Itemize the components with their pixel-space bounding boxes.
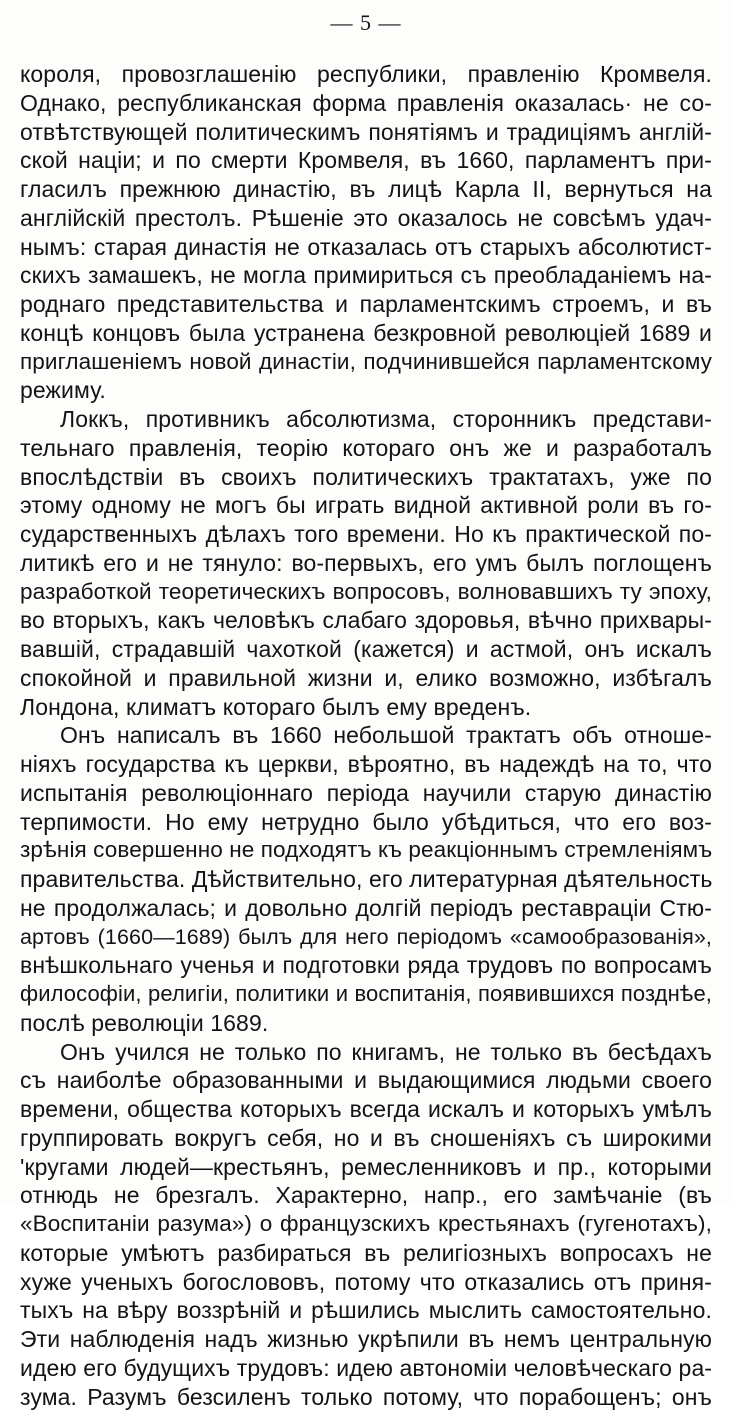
- text-line: тельнаго правленія, теорію котораго онъ же и разработалъ: [20, 434, 712, 463]
- text-line: этому одному не могъ бы играть видной активной роли въ го-: [20, 491, 712, 520]
- text-line: отнюдь не брезгалъ. Характерно, напр., его замѣчаніе (въ: [20, 1181, 712, 1210]
- text-line: терпимости. Но ему нетрудно было убѣдиться, что его воз-: [20, 808, 712, 837]
- text-line: Однако, республиканская форма правленія оказалась· не со-: [20, 89, 712, 118]
- text-line: короля, провозглашенію республики, правленію Кромвеля.: [20, 60, 712, 89]
- text-line: литикѣ его и не тянуло: во-первыхъ, его умъ былъ поглощенъ: [20, 549, 712, 578]
- text-line: концѣ концовъ была устранена безкровной революціей 1689 и: [20, 319, 712, 348]
- page-number: — 5 —: [0, 10, 732, 36]
- text-line: вавшій, страдавшій чахоткой (кажется) и астмой, онъ искалъ: [20, 635, 712, 664]
- text-line: 'кругами людей—крестьянъ, ремесленниковъ и пр., которыми: [20, 1153, 712, 1182]
- paragraph-start: Локкъ, противникъ абсолютизма, сторонникъ представи-: [20, 405, 712, 434]
- text-line: внѣшкольнаго ученья и подготовки ряда трудовъ по вопросамъ: [20, 951, 712, 980]
- text-line: съ наиболѣе образованными и выдающимися людьми своего: [20, 1066, 712, 1095]
- text-line: философіи, религіи, политики и воспитанія, появившихся позднѣе,: [20, 980, 712, 1009]
- text-line: режиму.: [20, 376, 712, 405]
- text-line: англійскій престолъ. Рѣшеніе это оказалось не совсѣмъ удач-: [20, 204, 712, 233]
- text-line: отвѣтствующей политическимъ понятіямъ и традиціямъ англій-: [20, 118, 712, 147]
- text-line: испытанія революціоннаго періода научили старую династію: [20, 779, 712, 808]
- text-line: ской націи; и по смерти Кромвеля, въ 1660, парламентъ при-: [20, 146, 712, 175]
- text-line: зрѣнія совершенно не подходятъ къ реакціоннымъ стремленіямъ: [20, 836, 712, 865]
- text-line: гласилъ прежнюю династію, въ лицѣ Карла II, вернуться на: [20, 175, 712, 204]
- text-line: сударственныхъ дѣлахъ того времени. Но къ практической по-: [20, 520, 712, 549]
- text-line: ніяхъ государства къ церкви, вѣроятно, въ надеждѣ на то, что: [20, 750, 712, 779]
- text-line: впослѣдствіи въ своихъ политическихъ трактатахъ, уже по: [20, 463, 712, 492]
- text-line: хуже ученыхъ богослововъ, потому что отказались отъ приня-: [20, 1268, 712, 1297]
- text-line: скихъ замашекъ, не могла примириться съ преобладаніемъ на-: [20, 261, 712, 290]
- text-line: которые умѣютъ разбираться въ религіозныхъ вопросахъ не: [20, 1239, 712, 1268]
- text-line: идею его будущихъ трудовъ: идею автономіи человѣческаго ра-: [20, 1354, 712, 1383]
- text-line: разработкой теоретическихъ вопросовъ, волновавшихъ ту эпоху,: [20, 578, 712, 607]
- text-line: группировать вокругъ себя, но и въ сношеніяхъ съ широкими: [20, 1124, 712, 1153]
- body-text: [20, 60, 712, 1411]
- text-line: роднаго представительства и парламентскимъ строемъ, и въ: [20, 290, 712, 319]
- text-line: не продолжалась; и довольно долгій періодъ реставраціи Стю-: [20, 894, 712, 923]
- text-line: тыхъ на вѣру воззрѣній и рѣшились мыслить самостоятельно.: [20, 1296, 712, 1325]
- text-line: Эти наблюденія надъ жизнью укрѣпили въ немъ центральную: [20, 1325, 712, 1354]
- paragraph-start: Онъ написалъ въ 1660 небольшой трактатъ объ отноше-: [20, 721, 712, 750]
- text-line: «Воспитаніи разума») о французскихъ крестьянахъ (гугенотахъ),: [20, 1210, 712, 1239]
- text-line: зума. Разумъ безсиленъ только потому, что порабощенъ; онъ: [20, 1383, 712, 1411]
- text-line: артовъ (1660—1689) былъ для него періодомъ «самообразованія»,: [20, 923, 712, 952]
- text-line: спокойной и правильной жизни и, елико возможно, избѣгалъ: [20, 664, 712, 693]
- text-line: Лондона, климатъ котораго былъ ему вреденъ.: [20, 693, 712, 722]
- text-line: времени, общества которыхъ всегда искалъ и которыхъ умѣлъ: [20, 1095, 712, 1124]
- text-line: нымъ: старая династія не отказалась отъ старыхъ абсолютист-: [20, 233, 712, 262]
- text-line: приглашеніемъ новой династіи, подчинившейся парламентскому: [20, 348, 712, 377]
- text-line: послѣ революціи 1689.: [20, 1009, 712, 1038]
- text-line: правительства. Дѣйствительно, его литературная дѣятельность: [20, 865, 712, 894]
- paragraph-start: Онъ учился не только по книгамъ, не только въ бесѣдахъ: [20, 1038, 712, 1067]
- text-line: во вторыхъ, какъ человѣкъ слабаго здоровья, вѣчно прихвары-: [20, 606, 712, 635]
